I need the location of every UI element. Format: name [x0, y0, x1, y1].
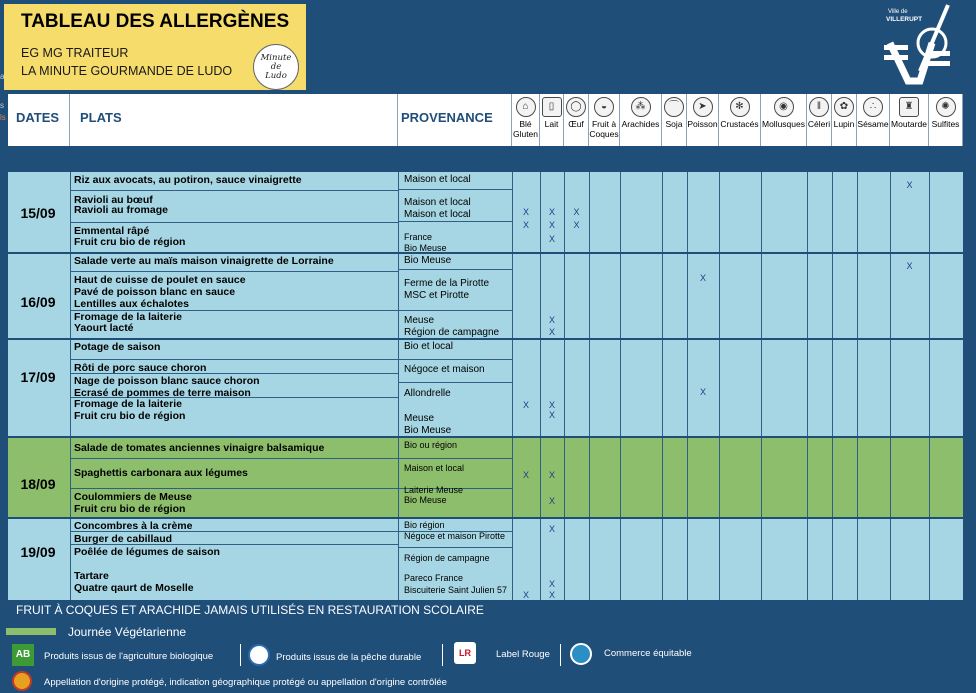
grid-line — [761, 340, 762, 436]
side-fragment: s — [0, 101, 4, 110]
grid-line — [687, 254, 688, 338]
allergen-mark: X — [549, 327, 556, 337]
provenance: Maison et local — [404, 174, 471, 185]
allergen-mark: X — [549, 579, 556, 589]
grid-line — [589, 519, 590, 600]
msc-fish-icon — [248, 644, 270, 666]
grid-line — [807, 254, 808, 338]
shell-icon: ◉ — [774, 97, 794, 117]
allergen-mark: X — [549, 207, 556, 217]
provenance: Laiterie Meuse — [404, 485, 464, 495]
provenance: Négoce et maison Pirotte — [404, 531, 506, 541]
allergen-label: Lupin — [833, 119, 855, 129]
allergen-label: Sulfites — [931, 119, 960, 129]
grid-line — [929, 172, 930, 252]
plats-header: PLATS — [70, 94, 398, 146]
grid-line — [890, 172, 891, 252]
legend-equitable: Commerce équitable — [604, 648, 692, 659]
row-separator — [398, 310, 512, 311]
dish-name: Fruit cru bio de région — [74, 503, 186, 515]
grid-line — [761, 254, 762, 338]
grid-line — [564, 172, 565, 252]
provenance: Bio région — [404, 520, 445, 530]
allergen-label: Arachides — [621, 119, 660, 129]
grid-line — [512, 438, 513, 517]
grid-line — [929, 254, 930, 338]
dish-name: Pavé de poisson blanc en sauce — [74, 286, 236, 298]
row-separator — [70, 359, 398, 360]
grid-line — [857, 519, 858, 600]
row-separator — [70, 222, 398, 223]
allergen-mark: X — [549, 524, 556, 534]
grid-line — [564, 340, 565, 436]
legend-aop: Appellation d'origine protégé, indication géographique protégé ou appellation d'origine contrôlée — [44, 677, 447, 688]
side-fragment: ls — [0, 113, 6, 122]
grid-line — [589, 172, 590, 252]
dish-name: Salade verte au maïs maison vinaigrette de Lorraine — [74, 255, 334, 267]
grid-line — [832, 172, 833, 252]
grid-line — [564, 254, 565, 338]
allergen-header-4 — [620, 94, 662, 146]
allergen-header-13 — [929, 94, 963, 146]
caterer-name: EG MG TRAITEUR — [21, 46, 129, 60]
provenance: Maison et local — [404, 197, 471, 208]
grid-line — [620, 438, 621, 517]
provenance: Pareco France — [404, 573, 464, 583]
allergen-mark: X — [523, 590, 530, 600]
legend-divider — [240, 644, 241, 666]
grid-line — [620, 519, 621, 600]
allergen-header-0 — [512, 94, 540, 146]
day-date: 19/09 — [20, 544, 56, 560]
grid-line — [398, 438, 399, 517]
row-separator — [398, 382, 512, 383]
lupin-icon: ✿ — [834, 97, 854, 117]
provenance: Maison et local — [404, 209, 471, 220]
soy-icon: ⌒ — [664, 97, 684, 117]
allergen-header-10 — [832, 94, 857, 146]
allergen-mark: X — [549, 315, 556, 325]
grid-line — [620, 172, 621, 252]
milk-icon: ▯ — [542, 97, 562, 117]
provenance: Meuse — [404, 413, 435, 424]
grid-line — [662, 519, 663, 600]
svg-text:VILLERUPT: VILLERUPT — [886, 16, 923, 23]
dish-name: Ravioli au fromage — [74, 204, 168, 216]
legend-label-rouge: Label Rouge — [496, 649, 550, 660]
row-separator — [70, 271, 398, 272]
row-separator — [398, 547, 512, 548]
ab-bio-icon: AB — [12, 644, 34, 666]
grid-line — [761, 438, 762, 517]
grid-line — [761, 172, 762, 252]
grid-line — [589, 438, 590, 517]
allergen-label: Crustacés — [720, 119, 759, 129]
dates-header: DATES — [8, 94, 70, 146]
provenance: MSC et Pirotte — [404, 290, 470, 301]
vegetarian-color-swatch — [6, 628, 56, 635]
dish-name: Yaourt lacté — [74, 322, 134, 334]
allergen-header-12 — [890, 94, 929, 146]
dish-name: Ecrasé de pommes de terre maison — [74, 387, 251, 399]
grid-line — [857, 172, 858, 252]
allergen-label: Céleri — [807, 119, 831, 129]
legend-peche: Produits issus de la pêche durable — [276, 652, 422, 663]
provenance: Région de campagne — [404, 553, 490, 563]
grid-line — [70, 254, 71, 338]
grid-line — [807, 438, 808, 517]
grid-line — [687, 172, 688, 252]
dish-name: Haut de cuisse de poulet en sauce — [74, 274, 246, 286]
header-box — [4, 4, 306, 90]
fairtrade-icon — [570, 643, 592, 665]
grid-line — [398, 254, 399, 338]
dish-name: Riz aux avocats, au potiron, sauce vinaigrette — [74, 174, 302, 186]
allergen-mark: X — [549, 234, 556, 244]
allergen-mark: X — [523, 220, 530, 230]
egg-icon: ◯ — [566, 97, 586, 117]
provenance: Bio ou région — [404, 440, 458, 450]
allergen-label: Blé Gluten — [512, 119, 539, 139]
provenance: Bio Meuse — [404, 495, 447, 505]
grid-line — [398, 340, 399, 436]
svg-text:Ville de: Ville de — [888, 9, 908, 15]
allergen-mark: X — [573, 220, 580, 230]
provenance: Bio Meuse — [404, 255, 452, 266]
dish-name: Fruit cru bio de région — [74, 410, 186, 422]
grid-line — [929, 519, 930, 600]
day-date: 17/09 — [20, 369, 56, 385]
grid-line — [761, 519, 762, 600]
allergen-label: Lait — [544, 119, 559, 129]
grid-line — [662, 438, 663, 517]
allergen-header-7 — [719, 94, 761, 146]
grid-line — [832, 340, 833, 436]
row-separator — [398, 359, 512, 360]
sesame-icon: ∴ — [863, 97, 883, 117]
grid-line — [540, 172, 541, 252]
provenance: Ferme de la Pirotte — [404, 278, 490, 289]
allergen-label: Fruit à Coques — [589, 119, 619, 139]
allergen-header-11 — [857, 94, 890, 146]
allergen-mark: X — [549, 496, 556, 506]
provenance: Maison et local — [404, 463, 465, 473]
legend-divider — [560, 644, 561, 666]
grid-line — [857, 438, 858, 517]
minute-gourmande-logo: Minute de Ludo — [253, 44, 299, 90]
grid-line — [398, 172, 399, 252]
day-date: 18/09 — [20, 476, 56, 492]
grid-line — [662, 172, 663, 252]
grid-line — [70, 340, 71, 436]
row-separator — [398, 458, 512, 459]
allergen-mark: X — [700, 387, 707, 397]
allergen-label: Moutarde — [891, 119, 927, 129]
grid-line — [687, 340, 688, 436]
grid-line — [890, 438, 891, 517]
dish-name: Lentilles aux échalotes — [74, 298, 189, 310]
grid-line — [890, 340, 891, 436]
provenance-header: PROVENANCE — [398, 94, 512, 146]
grid-line — [857, 340, 858, 436]
legend-bio: Produits issus de l'agriculture biologique — [44, 651, 214, 662]
grid-line — [719, 340, 720, 436]
side-fragment: a — [0, 72, 5, 81]
allergen-mark: X — [523, 400, 530, 410]
grid-line — [807, 519, 808, 600]
celery-icon: ǁ — [809, 97, 829, 117]
allergen-header-5 — [662, 94, 687, 146]
provenance: Négoce et maison — [404, 364, 485, 375]
allergen-mark: X — [549, 410, 556, 420]
allergen-mark: X — [906, 261, 913, 271]
grid-line — [540, 340, 541, 436]
wheat-icon: ⌂ — [516, 97, 536, 117]
grid-line — [719, 519, 720, 600]
grid-line — [540, 254, 541, 338]
page-title: TABLEAU DES ALLERGÈNES — [21, 11, 290, 32]
provenance: France — [404, 232, 433, 242]
allergen-mark: X — [549, 470, 556, 480]
grid-line — [512, 340, 513, 436]
allergen-header-3 — [589, 94, 620, 146]
provenance: Bio Meuse — [404, 425, 452, 436]
grid-line — [719, 254, 720, 338]
allergen-mark: X — [523, 470, 530, 480]
allergen-mark: X — [700, 273, 707, 283]
dish-name: Quatre qaurt de Moselle — [74, 582, 194, 594]
grid-line — [540, 519, 541, 600]
dish-name: Emmental râpé — [74, 225, 150, 237]
allergen-label: Mollusques — [762, 119, 805, 129]
grid-line — [662, 254, 663, 338]
grid-line — [719, 172, 720, 252]
grid-line — [564, 519, 565, 600]
dish-name: Potage de saison — [74, 341, 161, 353]
grid-line — [929, 340, 930, 436]
provenance: Allondrelle — [404, 388, 451, 399]
grid-line — [620, 340, 621, 436]
day-date: 15/09 — [20, 205, 56, 221]
label-rouge-icon: LR — [454, 642, 476, 664]
grid-line — [890, 254, 891, 338]
row-separator — [398, 221, 512, 222]
allergen-mark: X — [573, 207, 580, 217]
grid-line — [832, 254, 833, 338]
row-separator — [70, 190, 398, 191]
grid-line — [620, 254, 621, 338]
grid-line — [589, 254, 590, 338]
grid-line — [832, 519, 833, 600]
allergen-mark: X — [523, 207, 530, 217]
provenance: Bio Meuse — [404, 243, 447, 253]
allergen-header-6 — [687, 94, 719, 146]
allergen-mark: X — [549, 220, 556, 230]
grid-line — [857, 254, 858, 338]
grid-line — [719, 438, 720, 517]
grid-line — [589, 340, 590, 436]
grid-line — [70, 438, 71, 517]
legend-divider — [442, 644, 443, 666]
dish-name: Salade de tomates anciennes vinaigre balsamique — [74, 442, 325, 454]
mustard-icon: ♜ — [899, 97, 919, 117]
dish-name: Fruit cru bio de région — [74, 236, 186, 248]
dish-name: Rôti de porc sauce choron — [74, 362, 207, 374]
grid-line — [687, 519, 688, 600]
allergen-mark: X — [549, 400, 556, 410]
peanut-icon: ⁂ — [631, 97, 651, 117]
dish-name: Burger de cabillaud — [74, 533, 173, 545]
provenance: Bio et local — [404, 341, 453, 352]
villerupt-logo — [880, 3, 960, 93]
allergen-mark: X — [906, 180, 913, 190]
grid-line — [807, 172, 808, 252]
row-separator — [70, 458, 398, 459]
grid-line — [70, 172, 71, 252]
allergen-header-1 — [540, 94, 564, 146]
allergen-header-8 — [761, 94, 807, 146]
grid-line — [540, 438, 541, 517]
dish-name: Concombres à la crème — [74, 520, 193, 532]
grid-line — [512, 172, 513, 252]
allergen-label: Œuf — [568, 119, 584, 129]
dish-name: Coulommiers de Meuse — [74, 491, 192, 503]
grid-line — [832, 438, 833, 517]
crab-icon: ✻ — [730, 97, 750, 117]
dish-name: Tartare — [74, 570, 109, 582]
allergen-mark: X — [549, 590, 556, 600]
grid-line — [687, 438, 688, 517]
vegetarian-legend: Journée Végétarienne — [68, 625, 187, 639]
nut-icon: ◒ — [594, 97, 614, 117]
dish-name: Ravioli au bœuf — [74, 194, 153, 206]
dish-name: Nage de poisson blanc sauce choron — [74, 375, 260, 387]
dish-name: Fromage de la laiterie — [74, 398, 182, 410]
row-separator — [70, 488, 398, 489]
sulfite-icon: ✺ — [936, 97, 956, 117]
grid-line — [929, 438, 930, 517]
fish-icon: ➤ — [693, 97, 713, 117]
allergen-label: Soja — [665, 119, 683, 129]
dish-name: Poêlée de légumes de saison — [74, 546, 220, 558]
footer-note: FRUIT À COQUES ET ARACHIDE JAMAIS UTILISÉS EN RESTAURATION SCOLAIRE — [16, 603, 484, 617]
provenance: Biscuiterie Saint Julien 57 — [404, 585, 508, 595]
grid-line — [662, 340, 663, 436]
aop-icon — [12, 671, 32, 691]
row-separator — [398, 189, 512, 190]
dish-name: Spaghettis carbonara aux légumes — [74, 467, 248, 479]
grid-line — [564, 438, 565, 517]
grid-line — [512, 519, 513, 600]
allergen-label: Sésame — [857, 119, 889, 129]
allergen-label: Poisson — [687, 119, 718, 129]
allergen-header-2 — [564, 94, 589, 146]
row-separator — [398, 269, 512, 270]
grid-line — [512, 254, 513, 338]
provenance: Région de campagne — [404, 327, 500, 338]
allergen-header-9 — [807, 94, 832, 146]
grid-line — [807, 340, 808, 436]
day-date: 16/09 — [20, 294, 56, 310]
dish-name: Fromage de la laiterie — [74, 311, 182, 323]
grid-line — [890, 519, 891, 600]
caterer-subtitle: LA MINUTE GOURMANDE DE LUDO — [21, 64, 233, 78]
provenance: Meuse — [404, 315, 435, 326]
